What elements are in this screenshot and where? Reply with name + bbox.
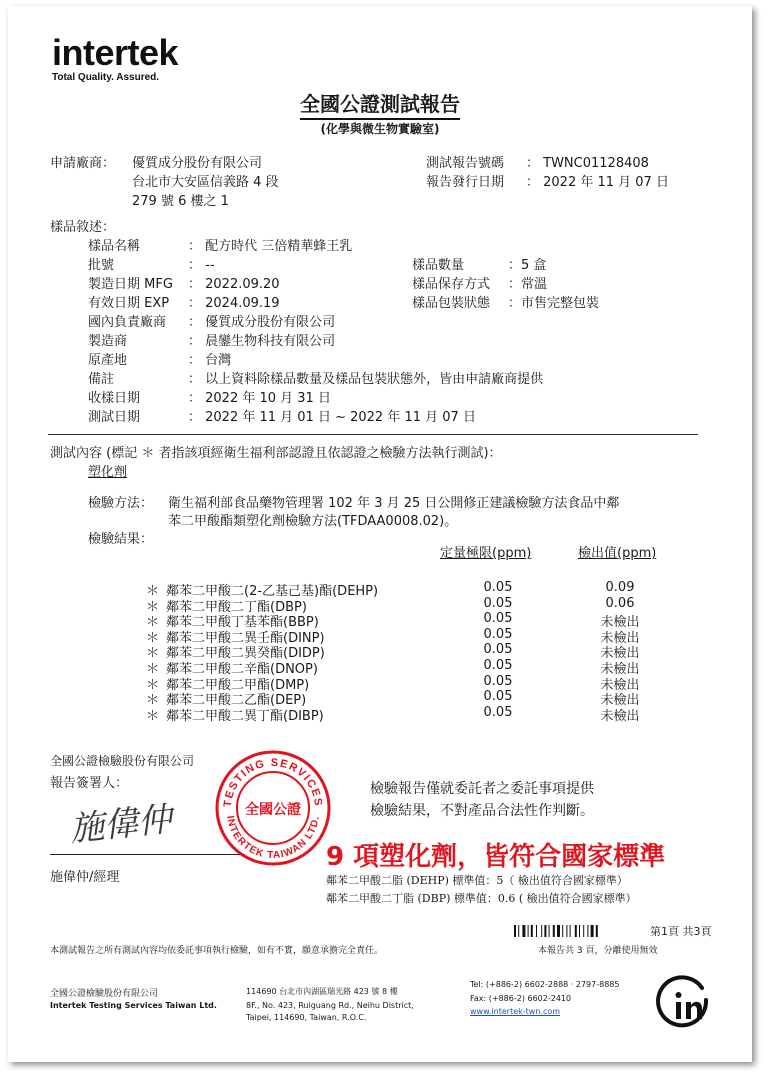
analyte-name: 鄰苯二甲酸二丁酯(DBP) — [166, 599, 307, 615]
loq-value: 0.05 — [483, 580, 513, 595]
barcode — [514, 925, 644, 937]
barcode-bar — [549, 925, 550, 937]
analyte-name: 鄰苯二甲酸丁基苯酯(BBP) — [166, 615, 319, 631]
footer-company-zh: 全國公證檢驗股份有限公司 — [50, 989, 159, 999]
svg-text:施偉仲: 施偉仲 — [68, 799, 174, 850]
sample-field-value: ： 2022.09.20 — [188, 277, 280, 292]
sample-right-label: 樣品數量 — [412, 258, 465, 273]
sample-field-label: 製造日期 MFG — [88, 277, 173, 292]
barcode-bar — [541, 925, 542, 937]
sample-right-value: ：常溫 — [508, 277, 548, 292]
footer-address-zh: 114690 台北市內湖區瑞光路 423 號 8 樓 — [246, 987, 398, 996]
sample-field-label: 製造商 — [88, 334, 128, 349]
footer-notice-left: 本測試報告之所有測試內容均依委託事項執行檢驗，如有不實，願意承擔完全責任。 — [50, 946, 384, 956]
page-info: 第1頁 共3頁 — [650, 925, 712, 938]
signing-company: 全國公證檢驗股份有限公司 — [50, 754, 195, 768]
result-value: 0.06 — [605, 595, 635, 611]
column-loq-header: 定量極限(ppm) — [440, 546, 532, 561]
standard-note-1: 鄰苯二甲酸二脂 (DEHP) 標準值：5（ 檢出值符合國家標準） — [326, 874, 628, 887]
loq-value: 0.05 — [483, 658, 513, 673]
test-category: 塑化劑 — [88, 465, 128, 480]
signer-label: 報告簽署人： — [50, 776, 129, 791]
barcode-bar — [557, 925, 560, 937]
report-subtitle: (化學與微生物實驗室) — [320, 122, 440, 136]
svg-text:INTERTEK TAIWAN LTD.: INTERTEK TAIWAN LTD. — [224, 815, 322, 862]
column-result-header: 檢出值(ppm) — [578, 546, 657, 561]
result-value: 未檢出 — [600, 646, 640, 662]
footer-address-en-2: Taipei, 114690, Taiwan, R.O.C. — [246, 1013, 367, 1022]
analyte-name: 鄰苯二甲酸二異丁酯(DIBP) — [166, 708, 324, 724]
sample-field-label: 原產地 — [88, 353, 128, 368]
result-label: 檢驗結果： — [88, 532, 154, 547]
signer-name: 施偉仲/經理 — [50, 870, 120, 885]
loq-value: 0.05 — [483, 611, 513, 627]
sample-field-label: 測試日期 — [88, 410, 141, 425]
standard-note-2: 鄰苯二甲酸二丁脂 (DBP) 標準值：0.6 ( 檢出值符合國家標準） — [326, 892, 637, 905]
result-value: 未檢出 — [600, 615, 640, 631]
accredited-mark: ＊ — [146, 615, 160, 631]
barcode-bar — [514, 925, 516, 937]
accredited-mark: ＊ — [146, 599, 160, 615]
loq-value: 0.05 — [483, 642, 513, 658]
analyte-name: 鄰苯二甲酸二異癸酯(DIDP) — [166, 646, 325, 662]
barcode-bar — [579, 925, 580, 937]
test-intro: 測試內容 (標記 ＊ 者指該項經衛生福利部認證且依認證之檢驗方法執行測試)： — [50, 446, 502, 461]
accredited-mark: ＊ — [146, 677, 160, 693]
barcode-bar — [566, 925, 567, 937]
report-number: ： TWNC01128408 — [526, 156, 649, 171]
footer-tel: Tel: (+886-2) 6602-2888 ‧ 2797-8885 — [470, 980, 620, 989]
report-title: 全國公證測試報告 — [8, 88, 752, 117]
barcode-bar — [544, 925, 546, 937]
result-value: 0.09 — [605, 580, 635, 595]
footer-notice-right: 本報告共 3 頁，分離使用無效 — [538, 946, 658, 956]
sample-right-value: ：市售完整包裝 — [508, 296, 600, 311]
footer-website-link[interactable]: www.intertek-twn.com — [470, 1007, 561, 1016]
barcode-bar — [562, 925, 563, 937]
barcode-bar — [596, 925, 598, 937]
sample-field-label: 國內負責廠商 — [88, 315, 167, 330]
divider — [48, 434, 698, 435]
barcode-bar — [570, 925, 571, 937]
footer-address-en-1: 8F., No. 423, Ruiguang Rd., Neihu District, — [246, 1001, 414, 1010]
sample-field-value: ： 2024.09.19 — [188, 296, 280, 311]
barcode-bar — [536, 925, 537, 937]
svg-text:TESTING SERVICES: TESTING SERVICES — [221, 756, 325, 808]
analyte-name: 鄰苯二甲酸二(2-乙基己基)酯(DEHP) — [166, 584, 379, 599]
report-page — [8, 6, 752, 1062]
barcode-bar — [518, 925, 519, 937]
svg-text:全國公證: 全國公證 — [245, 802, 301, 818]
loq-value: 0.05 — [483, 673, 513, 689]
footer-fax: Fax: (+886-2) 6602-2410 — [470, 994, 572, 1003]
applicant-name: 優質成分股份有限公司 — [132, 156, 263, 171]
official-stamp — [213, 748, 333, 868]
loq-value: 0.05 — [483, 704, 513, 720]
sample-field-value: ： -- — [188, 258, 215, 273]
analyte-name: 鄰苯二甲酸二異壬酯(DINP) — [166, 630, 325, 646]
applicant-label: 申請廠商： — [50, 156, 116, 171]
method-line-1: 衛生福利部食品藥物管理署 102 年 3 月 25 日公開修正建議檢驗方法食品中鄰 — [168, 496, 620, 511]
loq-value: 0.05 — [483, 595, 513, 611]
accredited-mark: ＊ — [146, 662, 160, 677]
result-value: 未檢出 — [600, 708, 640, 724]
sample-section-label: 樣品敘述： — [50, 220, 116, 235]
highlight-headline: 9 項塑化劑，皆符合國家標準 — [326, 842, 666, 872]
disclaimer-line-1: 檢驗報告僅就委託者之委託事項提供 — [370, 781, 594, 797]
sample-field-value: ： 晨鑾生物科技有限公司 — [188, 334, 336, 349]
loq-value: 0.05 — [483, 626, 513, 642]
barcode-bar — [575, 925, 577, 937]
sample-field-label: 批號 — [88, 258, 115, 273]
sample-field-value: ： 配方時代 三倍精華蜂王乳 — [188, 239, 353, 254]
sample-field-value: ： 2022 年 11 月 01 日 ~ 2022 年 11 月 07 日 — [188, 410, 476, 425]
sample-right-label: 樣品包裝狀態 — [412, 296, 491, 311]
result-value: 未檢出 — [600, 693, 640, 709]
barcode-bar — [587, 925, 588, 937]
sample-field-label: 樣品名稱 — [88, 239, 141, 254]
report-date-label: 報告發行日期 — [426, 175, 505, 190]
accredited-mark: ＊ — [146, 646, 160, 662]
barcode-bar — [583, 925, 584, 937]
applicant-address-2: 279 號 6 樓之 1 — [132, 194, 229, 209]
accredited-mark: ＊ — [146, 708, 160, 724]
applicant-address-1: 台北市大安區信義路 4 段 — [132, 175, 279, 190]
sample-field-label: 有效日期 EXP — [88, 296, 170, 311]
sample-field-value: ： 台灣 — [188, 353, 232, 368]
sample-right-value: ：5 盒 — [508, 258, 547, 273]
intertek-logo: intertek — [52, 32, 179, 73]
accredited-mark: ＊ — [146, 693, 160, 709]
barcode-bar — [591, 925, 594, 937]
barcode-bar — [531, 925, 533, 937]
barcode-bar — [522, 925, 525, 937]
barcode-bar — [528, 925, 529, 937]
sample-right-label: 樣品保存方式 — [412, 277, 491, 292]
barcode-bar — [553, 925, 555, 937]
method-label: 檢驗方法： — [88, 496, 154, 511]
sample-field-label: 收樣日期 — [88, 391, 141, 406]
footer-company-en: Intertek Testing Services Taiwan Ltd. — [50, 1001, 217, 1010]
sample-field-value: ： 以上資料除樣品數量及樣品包裝狀態外，皆由申請廠商提供 — [188, 372, 544, 387]
analyte-name: 鄰苯二甲酸二辛酯(DNOP) — [166, 662, 318, 677]
result-value: 未檢出 — [600, 677, 640, 693]
sample-field-label: 備註 — [88, 372, 115, 387]
accredited-mark: ＊ — [146, 584, 160, 599]
report-number-label: 測試報告號碼 — [426, 156, 505, 171]
result-value: 未檢出 — [600, 662, 640, 677]
disclaimer-line-2: 檢驗結果，不對產品合法性作判斷。 — [370, 803, 594, 819]
analyte-name: 鄰苯二甲酸二乙酯(DEP) — [166, 693, 307, 709]
sample-field-value: ： 2022 年 10 月 31 日 — [188, 391, 331, 406]
result-value: 未檢出 — [600, 630, 640, 646]
method-line-2: 苯二甲酸酯類塑化劑檢驗方法(TFDAA0008.02)。 — [168, 514, 458, 529]
logo-tagline: Total Quality. Assured. — [52, 72, 160, 83]
accredited-mark: ＊ — [146, 630, 160, 646]
report-date: ： 2022 年 11 月 07 日 — [526, 175, 669, 190]
handwritten-signature — [66, 794, 226, 850]
intertek-circle-logo-icon — [654, 974, 714, 1034]
loq-value: 0.05 — [483, 689, 513, 705]
analyte-name: 鄰苯二甲酸二甲酯(DMP) — [166, 677, 310, 693]
sample-field-value: ： 優質成分股份有限公司 — [188, 315, 336, 330]
